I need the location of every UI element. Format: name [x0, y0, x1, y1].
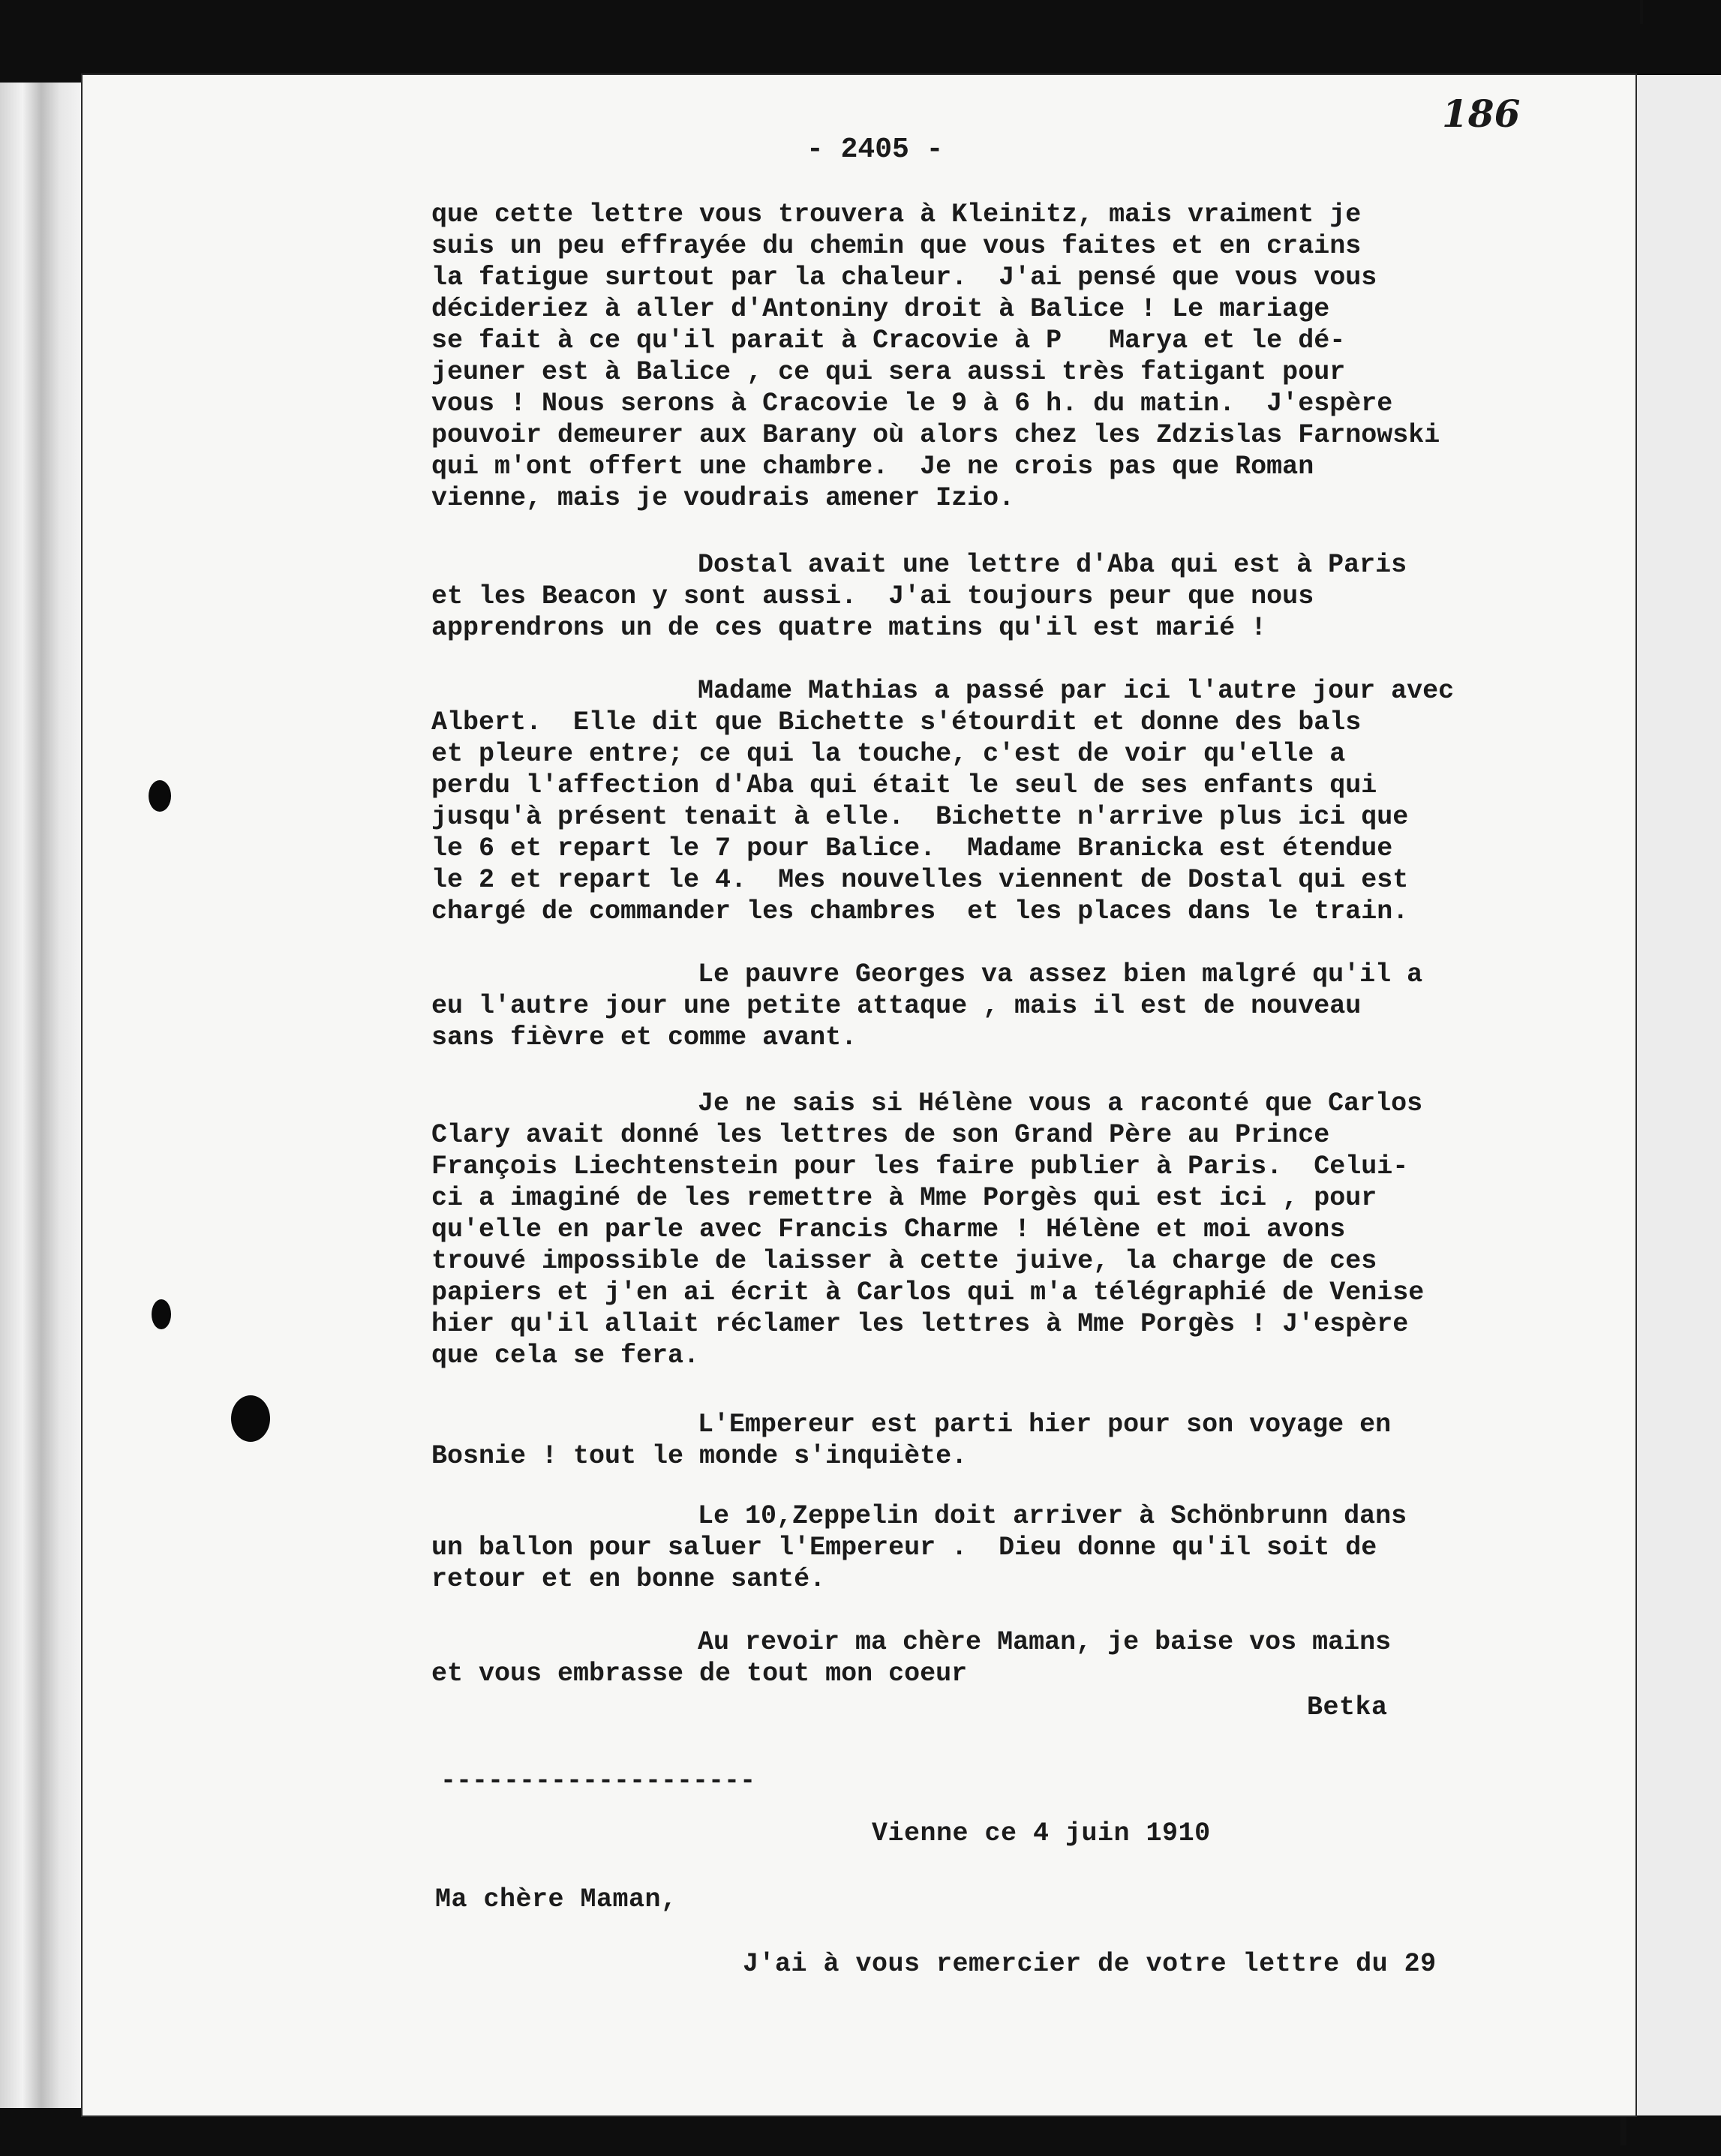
closing-paragraph [431, 1626, 1391, 1689]
text-line: vienne, mais je voudrais amener Izio. [431, 483, 1015, 513]
dateline: Vienne ce 4 juin 1910 [872, 1818, 1211, 1848]
text-line: Je ne sais si Hélène vous a raconté que Carlos [698, 1089, 1423, 1119]
punch-hole [152, 1299, 171, 1329]
text-line: Bosnie ! tout le monde s'inquiète. [431, 1441, 968, 1471]
text-line: trouvé impossible de laisser à cette juive, la charge de ces [431, 1246, 1377, 1276]
text-line: se fait à ce qu'il parait à Cracovie à P Marya et le dé- [431, 326, 1346, 356]
text-line: pouvoir demeurer aux Barany où alors chez les Zdzislas Farnowski [431, 420, 1440, 450]
next-letter-first-line: J'ai à vous remercier de votre lettre du 29 [743, 1949, 1437, 1979]
paragraph-3 [431, 675, 1454, 927]
text-line: L'Empereur est parti hier pour son voyage en [698, 1410, 1392, 1440]
crop-mark-top-right [1640, 0, 1643, 24]
paragraph-4 [431, 959, 1422, 1053]
text-line: suis un peu effrayée du chemin que vous faites et en crains [431, 231, 1362, 261]
text-line: la fatigue surtout par la chaleur. J'ai pensé que vous vous [431, 263, 1377, 293]
typed-letter-page [83, 75, 1635, 2115]
text-line: qu'elle en parle avec Francis Charme ! Hélène et moi avons [431, 1215, 1346, 1245]
text-line: Le pauvre Georges va assez bien malgré qu'il a [698, 959, 1423, 989]
text-line: papiers et j'en ai écrit à Carlos qui m'a télégraphié de Venise [431, 1278, 1425, 1308]
text-line: ci a imaginé de les remettre à Mme Porgès qui est ici , pour [431, 1183, 1377, 1213]
text-line: décideriez à aller d'Antoniny droit à Balice ! Le mariage [431, 294, 1330, 324]
text-line: sans fièvre et comme avant. [431, 1022, 857, 1052]
text-line: et pleure entre; ce qui la touche, c'est de voir qu'elle a [431, 739, 1346, 769]
text-line: apprendrons un de ces quatre matins qu'il est marié ! [431, 613, 1267, 643]
text-line: Albert. Elle dit que Bichette s'étourdit et donne des bals [431, 707, 1362, 737]
text-line: et vous embrasse de tout mon coeur [431, 1659, 968, 1689]
text-line: eu l'autre jour une petite attaque , mais il est de nouveau [431, 991, 1362, 1021]
text-line: Dostal avait une lettre d'Aba qui est à Paris [698, 550, 1407, 580]
text-line: qui m'ont offert une chambre. Je ne crois pas que Roman [431, 452, 1314, 482]
text-line: Le 10,Zeppelin doit arriver à Schönbrunn dans [698, 1501, 1407, 1531]
text-line: que cette lettre vous trouvera à Kleinitz, mais vraiment je [431, 200, 1362, 230]
text-line: le 2 et repart le 4. Mes nouvelles viennent de Dostal qui est [431, 865, 1409, 895]
paragraph-5 [431, 1088, 1424, 1371]
paragraph-1 [431, 199, 1440, 514]
text-line: jeuner est à Balice , ce qui sera aussi très fatigant pour [431, 357, 1346, 387]
text-line: Clary avait donné les lettres de son Grand Père au Prince [431, 1120, 1330, 1150]
text-line: le 6 et repart le 7 pour Balice. Madame Branicka est étendue [431, 833, 1393, 863]
text-line: François Liechtenstein pour les faire publier à Paris. Celui- [431, 1152, 1409, 1182]
separator-line: -------------------- [440, 1766, 756, 1796]
page-number: - 2405 - [806, 134, 944, 166]
text-line: vous ! Nous serons à Cracovie le 9 à 6 h. du matin. J'espère [431, 389, 1393, 419]
text-line: Au revoir ma chère Maman, je baise vos mains [698, 1627, 1392, 1657]
paragraph-6 [431, 1409, 1391, 1472]
punch-hole [149, 780, 171, 812]
page-edge [1631, 75, 1721, 2115]
salutation: Ma chère Maman, [435, 1884, 677, 1914]
text-line: hier qu'il allait réclamer les lettres à Mme Porgès ! J'espère [431, 1309, 1409, 1339]
text-line: et les Beacon y sont aussi. J'ai toujours peur que nous [431, 581, 1314, 611]
paragraph-7 [431, 1500, 1407, 1595]
text-line: chargé de commander les chambres et les places dans le train. [431, 896, 1409, 926]
text-line: retour et en bonne santé. [431, 1564, 826, 1594]
text-line: jusqu'à présent tenait à elle. Bichette n'arrive plus ici que [431, 802, 1409, 832]
folio-number: 186 [1442, 92, 1521, 136]
text-line: que cela se fera. [431, 1341, 700, 1371]
text-line: Madame Mathias a passé par ici l'autre jour avec [698, 676, 1455, 706]
signature: Betka [1307, 1692, 1388, 1722]
text-line: un ballon pour saluer l'Empereur . Dieu donne qu'il soit de [431, 1533, 1377, 1563]
text-line: perdu l'affection d'Aba qui était le seul de ses enfants qui [431, 770, 1377, 800]
paragraph-2 [431, 549, 1407, 644]
punch-hole [231, 1395, 270, 1442]
binding-strip [0, 83, 83, 2108]
